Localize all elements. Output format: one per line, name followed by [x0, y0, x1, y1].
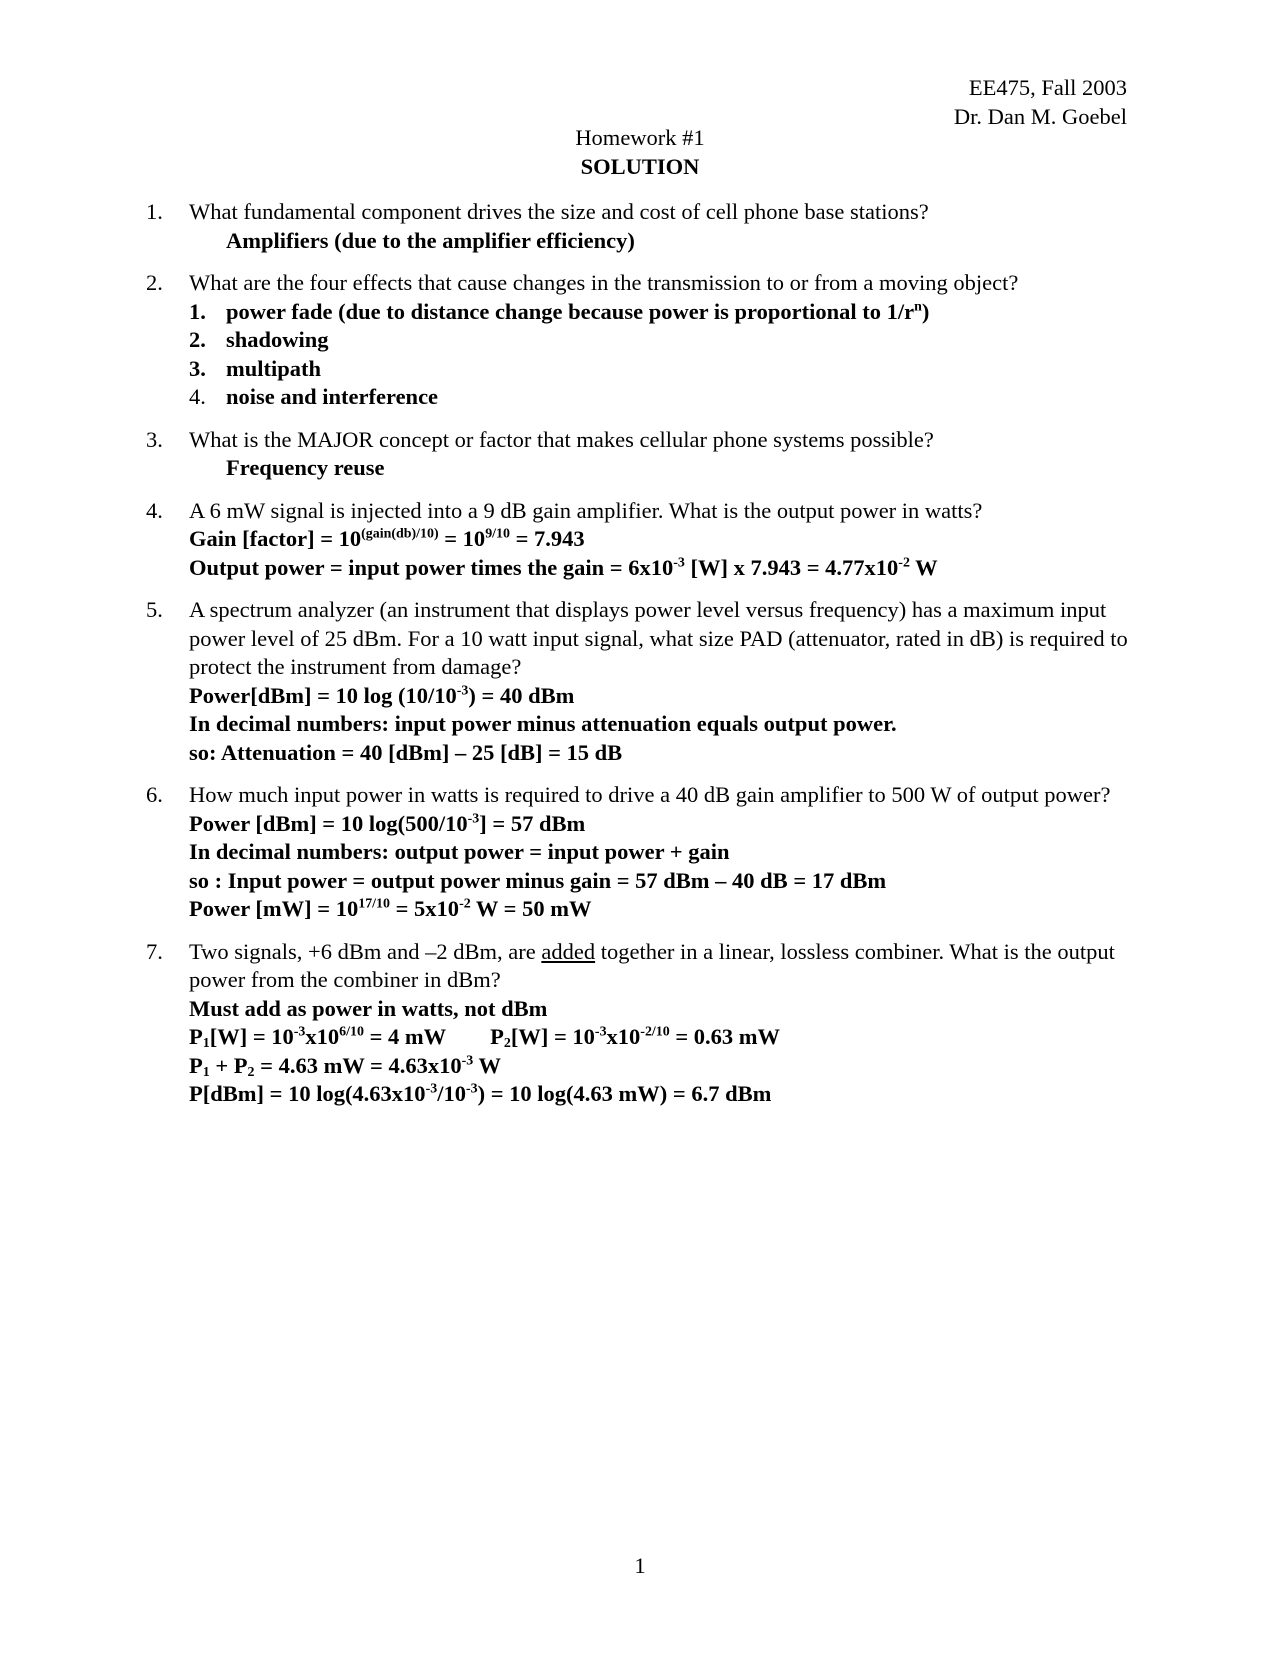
equation-text: W — [473, 1052, 501, 1078]
question-3 — [146, 426, 1136, 483]
list-item-text: multipath — [226, 355, 322, 381]
equation-text: /10 — [437, 1081, 466, 1106]
equation-text: = 7.943 — [509, 526, 585, 551]
course-label: EE475, Fall 2003 — [968, 75, 1127, 100]
superscript: -3 — [673, 554, 685, 570]
question-text-part: together in a linear, lossless combiner. What is the output power from the combiner in dBm? — [189, 938, 1115, 992]
superscript: -2/10 — [640, 1024, 670, 1040]
answer-line — [189, 525, 1136, 554]
answer-line: so : Input power = output power minus gain = 57 dBm – 40 dB = 17 dBm — [189, 867, 887, 893]
instructor-label: Dr. Dan M. Goebel — [953, 103, 1127, 129]
page-number: 1 — [634, 1553, 646, 1578]
answer-line — [189, 895, 1136, 924]
answer-text: Amplifiers (due to the amplifier efficiency) — [226, 227, 635, 253]
list-item — [189, 326, 1136, 355]
underlined-word: added — [541, 938, 596, 964]
equation-text: = 5x10 — [389, 896, 460, 921]
equation-text: Output power = input power times the gain = 6x10 — [189, 554, 674, 580]
answer-line — [189, 1080, 1136, 1109]
question-4 — [146, 497, 1136, 583]
question-number: 5. — [146, 597, 163, 622]
equation-text: ] = 57 dBm — [479, 810, 586, 836]
equation-text: P — [189, 1024, 203, 1049]
answer-line — [189, 1052, 1136, 1081]
superscript: 17/10 — [358, 896, 390, 912]
equation-text: [W] = 10 — [510, 1024, 595, 1049]
equation-text: P — [189, 1052, 203, 1078]
answer-line — [189, 810, 1136, 839]
answer-line: so: Attenuation = 40 [dBm] – 25 [dB] = 15 dB — [189, 739, 623, 765]
question-5 — [146, 596, 1136, 767]
question-text: A 6 mW signal is injected into a 9 dB gain amplifier. What is the output power in watts? — [189, 497, 983, 523]
question-text: What fundamental component drives the size and cost of cell phone base stations? — [189, 199, 929, 224]
title-block — [0, 124, 1280, 181]
question-text: What is the MAJOR concept or factor that makes cellular phone systems possible? — [189, 426, 934, 452]
subscript: 2 — [503, 1035, 511, 1051]
list-item-text: ) — [921, 298, 930, 324]
page-header — [954, 74, 1127, 131]
question-number: 6. — [146, 782, 163, 807]
question-text: A spectrum analyzer (an instrument that displays power level versus frequency) has a maximum input power level of 25 dBm. For a 10 watt input signal, what size PAD (attenuator, rated in dB) is required to protect the instrument from damage? — [189, 597, 1128, 679]
list-item — [189, 383, 1136, 412]
superscript: -2 — [459, 896, 471, 912]
list-item-number: 3. — [189, 355, 206, 381]
superscript: -3 — [456, 682, 469, 698]
superscript: n — [914, 298, 922, 314]
list-item-number: 1. — [189, 298, 206, 324]
superscript: -3 — [465, 1081, 478, 1097]
question-2 — [146, 269, 1136, 412]
equation-text: + P — [209, 1052, 248, 1078]
question-7 — [146, 938, 1136, 1109]
equation-text: = 10 — [438, 526, 486, 551]
answer-text: Frequency reuse — [226, 455, 385, 480]
homework-title: Homework #1 — [575, 125, 705, 150]
question-number: 1. — [146, 199, 163, 224]
superscript: -3 — [425, 1081, 438, 1097]
question-text: How much input power in watts is required to drive a 40 dB gain amplifier to 500 W of output power? — [189, 782, 1111, 807]
effects-list — [189, 298, 1136, 412]
equation-text: P[dBm] = 10 log(4.63x10 — [189, 1081, 426, 1106]
superscript: 9/10 — [485, 526, 510, 542]
superscript: -3 — [467, 810, 480, 826]
superscript: -3 — [293, 1024, 306, 1040]
superscript: 6/10 — [339, 1024, 364, 1040]
subscript: 2 — [247, 1064, 255, 1080]
question-6 — [146, 781, 1136, 924]
list-item — [189, 298, 1136, 327]
solution-title: SOLUTION — [580, 153, 700, 179]
question-text-part: Two signals, +6 dBm and –2 dBm, are — [189, 938, 542, 964]
list-item-text: shadowing — [226, 327, 329, 352]
equation-text: [W] x 7.943 = 4.77x10 — [684, 554, 899, 580]
equation-text: Gain [factor] = 10 — [189, 526, 362, 551]
list-item — [189, 355, 1136, 384]
answer-line: Must add as power in watts, not dBm — [189, 995, 548, 1021]
superscript: -3 — [461, 1052, 474, 1068]
equation-text: = 4 mW — [363, 1024, 447, 1049]
superscript: (gain(db)/10) — [361, 526, 439, 542]
question-list — [146, 198, 1136, 1123]
answer-line: In decimal numbers: output power = input power + gain — [189, 839, 730, 864]
equation-text: ) = 40 dBm — [468, 682, 575, 708]
list-item-number: 4. — [189, 384, 206, 409]
equation-text: = 0.63 mW — [669, 1024, 781, 1049]
superscript: -3 — [594, 1024, 607, 1040]
superscript: -2 — [898, 554, 910, 570]
question-number: 7. — [146, 938, 163, 964]
equation-text: [W] = 10 — [209, 1024, 294, 1049]
equation-text: Power[dBm] = 10 log (10/10 — [189, 682, 457, 708]
question-number: 2. — [146, 270, 163, 295]
equation-text: Power [dBm] = 10 log(500/10 — [189, 810, 468, 836]
equation-text: ) = 10 log(4.63 mW) = 6.7 dBm — [477, 1081, 772, 1106]
question-text: What are the four effects that cause changes in the transmission to or from a moving object? — [189, 270, 1019, 295]
list-item-text: noise and interference — [226, 384, 439, 409]
question-number: 4. — [146, 497, 163, 523]
question-1 — [146, 198, 1136, 255]
equation-text: = 4.63 mW = 4.63x10 — [254, 1052, 462, 1078]
equation-text: Power [mW] = 10 — [189, 896, 359, 921]
subscript: 1 — [202, 1035, 210, 1051]
list-item-text: power fade (due to distance change because power is proportional to 1/r — [226, 298, 915, 324]
answer-line — [189, 554, 1136, 583]
equation-text: P — [490, 1024, 504, 1049]
equation-text: x10 — [305, 1024, 340, 1049]
equation-text: W = 50 mW — [470, 896, 592, 921]
equation-text: W — [909, 554, 938, 580]
question-text — [189, 938, 1136, 995]
subscript: 1 — [202, 1064, 210, 1080]
list-item-number: 2. — [189, 327, 206, 352]
equation-text: x10 — [606, 1024, 641, 1049]
question-number: 3. — [146, 426, 163, 452]
answer-line — [189, 1023, 1136, 1052]
answer-line — [189, 682, 1136, 711]
answer-line: In decimal numbers: input power minus attenuation equals output power. — [189, 711, 897, 736]
